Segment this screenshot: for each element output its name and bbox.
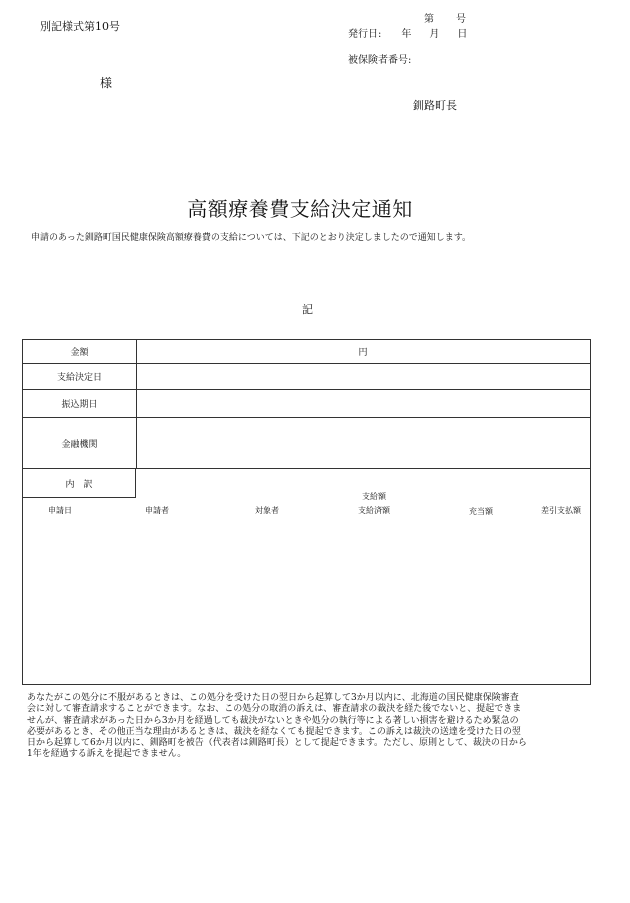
col-allocated-amount: 充当額 — [469, 507, 493, 516]
transfer-date-label: 振込期日 — [23, 390, 137, 417]
amount-row — [23, 340, 590, 364]
col-paid-amount: 支給額 — [362, 492, 386, 501]
transfer-date-value — [136, 390, 590, 417]
col-target-person: 対象者 — [255, 506, 279, 515]
addressee-suffix: 様 — [100, 76, 113, 90]
appeal-notice: あなたがこの処分に不服があるときは、この処分を受けた日の翌日から起算して3か月以内に、北海道の国民健康保険審査会に対して審査請求することができます。なお、この処分の取消の訴えは、審査請求の裁決を経た後でないと、提起できませんが、審査請求があった日から3か月を経過しても裁決がないときや処分の執行等による著しい損害を避けるため緊急の必要があるとき、その他正当な理由があるときは、裁決を経なくても提起できます。この訴えは裁決の送達を受けた日の翌日から起算して6か月以内に、釧路町を被告（代表者は釧路町長）として提起できます。ただし、原則として、裁決の日から1年を経過する訴えを提起できません。 — [27, 693, 527, 760]
day-label: 日 — [457, 29, 468, 40]
col-applicant: 申請者 — [145, 506, 169, 515]
col-application-date: 申請日 — [48, 506, 72, 515]
bank-row — [23, 418, 590, 469]
form-number: 別記様式第10号 — [40, 20, 120, 33]
col-net-payment: 差引支払額 — [541, 506, 581, 515]
issuer-name: 釧路町長 — [413, 99, 457, 112]
year-label: 年 — [401, 29, 412, 40]
decision-date-row — [23, 364, 590, 390]
ki-heading: 記 — [302, 303, 313, 316]
amount-label: 金額 — [23, 340, 137, 363]
month-label: 月 — [429, 29, 440, 40]
decision-date-value — [136, 364, 590, 389]
issue-date — [348, 25, 467, 40]
decision-table — [22, 339, 591, 685]
issue-date-label: 発行日: — [348, 29, 382, 40]
issue-number-suffix: 号 — [456, 14, 466, 25]
bank-label: 金融機関 — [23, 418, 137, 468]
issue-number-prefix: 第 — [424, 14, 434, 25]
issue-number — [424, 10, 466, 25]
transfer-date-row — [23, 390, 590, 418]
decision-date-label: 支給決定日 — [23, 364, 137, 389]
intro-text: 申請のあった釧路町国民健康保険高額療養費の支給については、下記のとおり決定しましたので通知します。 — [31, 233, 472, 243]
amount-unit: 円 — [358, 348, 368, 358]
bank-value — [136, 418, 590, 468]
page-title: 高額療養費支給決定通知 — [187, 197, 413, 221]
breakdown-label: 内 訳 — [23, 469, 136, 498]
insured-number-label: 被保険者番号: — [348, 55, 412, 66]
col-paid-to-date: 支給済額 — [358, 506, 390, 515]
